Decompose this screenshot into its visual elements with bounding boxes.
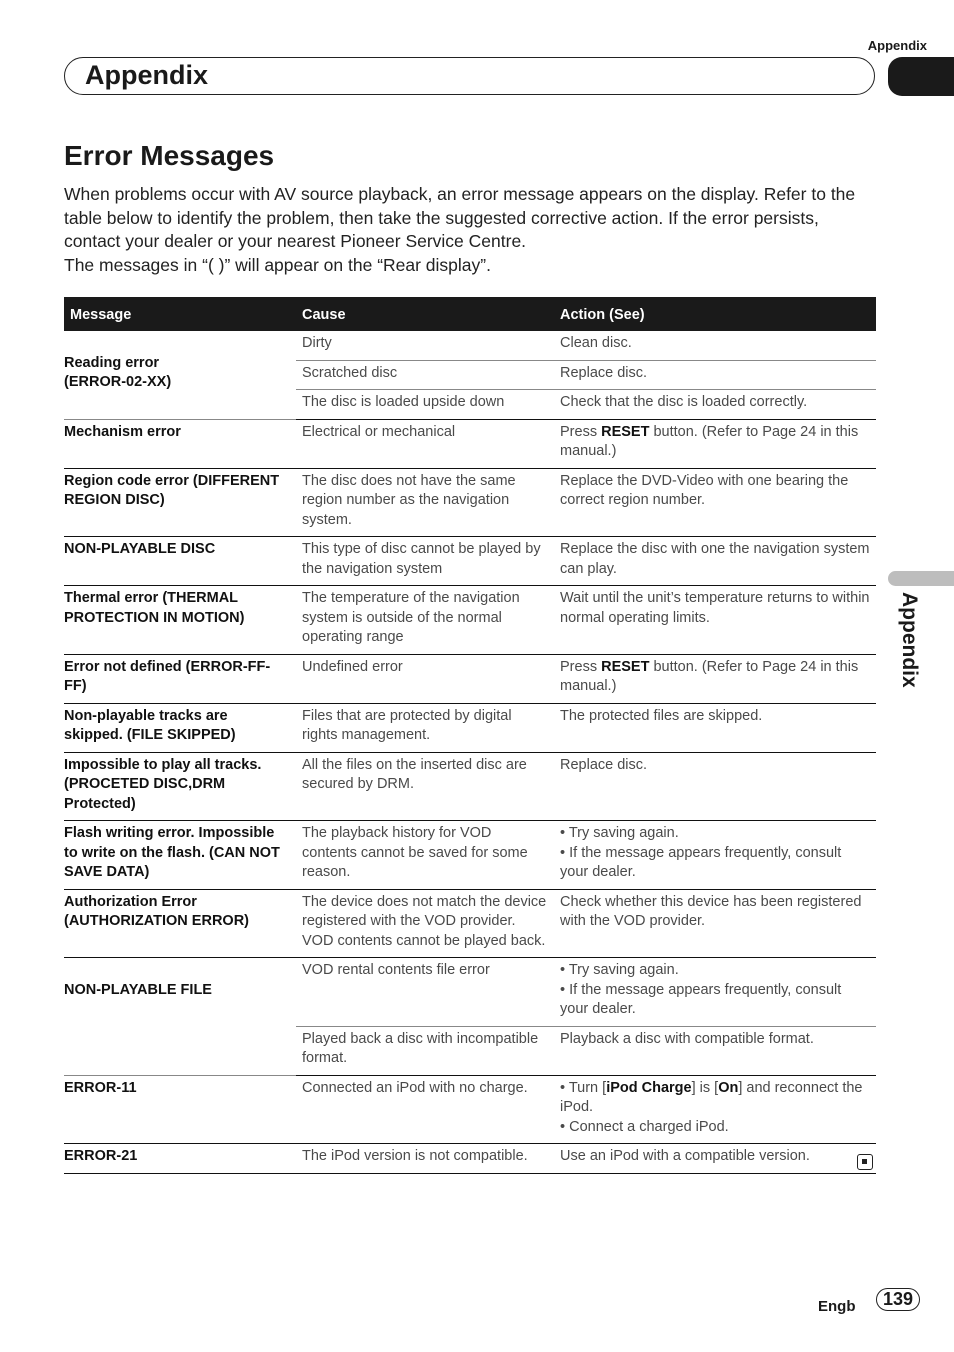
side-section-label: Appendix bbox=[898, 592, 921, 688]
cell-cause: VOD rental contents file error bbox=[296, 958, 554, 1027]
cell-message: Thermal error (THERMAL PROTECTION IN MOTION) bbox=[64, 586, 296, 655]
cell-message: Impossible to play all tracks. (PROCETED DISC,DRM Protected) bbox=[64, 752, 296, 821]
cell-message bbox=[64, 331, 296, 419]
table-row bbox=[64, 821, 876, 890]
table-row bbox=[64, 1075, 876, 1144]
message-text: Reading error (ERROR-02-XX) bbox=[64, 354, 172, 390]
cell-cause: The disc does not have the same region number as the navigation system. bbox=[296, 468, 554, 537]
error-messages-table bbox=[64, 297, 876, 1174]
intro-text bbox=[64, 183, 864, 277]
cell-action: Press RESET button. (Refer to Page 24 in this manual.) bbox=[554, 419, 876, 468]
column-header-cause: Cause bbox=[296, 297, 554, 331]
cell-cause: The temperature of the navigation system is outside of the normal operating range bbox=[296, 586, 554, 655]
table-row bbox=[64, 654, 876, 703]
cell-message: ERROR-11 bbox=[64, 1075, 296, 1144]
cell-message: Error not defined (ERROR-FF-FF) bbox=[64, 654, 296, 703]
table-row bbox=[64, 958, 876, 1027]
intro-paragraph: When problems occur with AV source playback, an error message appears on the display. Refer to the table below to identify the problem, then take the suggested corrective action. If the error persists, contact your dealer or your nearest Pioneer Service Centre. bbox=[64, 184, 856, 251]
cell-message: Flash writing error. Impossible to write on the flash. (CAN NOT SAVE DATA) bbox=[64, 821, 296, 890]
cell-cause: This type of disc cannot be played by the navigation system bbox=[296, 537, 554, 586]
side-tab-marker bbox=[888, 571, 954, 586]
cell-cause: Electrical or mechanical bbox=[296, 419, 554, 468]
table-row bbox=[64, 586, 876, 655]
cell-action: • Try saving again. • If the message appears frequently, consult your dealer. bbox=[554, 958, 876, 1027]
table-header-row bbox=[64, 297, 876, 331]
table-row bbox=[64, 703, 876, 752]
cell-action: Use an iPod with a compatible version. bbox=[554, 1144, 876, 1174]
table-row bbox=[64, 331, 876, 360]
cell-action: Playback a disc with compatible format. bbox=[554, 1026, 876, 1075]
cell-action: Press RESET button. (Refer to Page 24 in this manual.) bbox=[554, 654, 876, 703]
column-header-action: Action (See) bbox=[554, 297, 876, 331]
section-banner-title: Appendix bbox=[85, 60, 209, 90]
section-banner bbox=[64, 57, 875, 95]
cell-action: Replace disc. bbox=[554, 360, 876, 390]
table-row bbox=[64, 419, 876, 468]
cell-action: • Try saving again. • If the message appears frequently, consult your dealer. bbox=[554, 821, 876, 890]
running-header-label: Appendix bbox=[867, 38, 927, 53]
cell-cause: All the files on the inserted disc are secured by DRM. bbox=[296, 752, 554, 821]
cell-action: The protected files are skipped. bbox=[554, 703, 876, 752]
end-square-icon bbox=[857, 1154, 873, 1170]
footer-language: Engb bbox=[818, 1298, 856, 1315]
page-title: Error Messages bbox=[64, 140, 275, 171]
cell-message: Authorization Error (AUTHORIZATION ERROR) bbox=[64, 889, 296, 958]
cell-message: Mechanism error bbox=[64, 419, 296, 468]
cell-action: Check whether this device has been registered with the VOD provider. bbox=[554, 889, 876, 958]
cell-cause: Played back a disc with incompatible format. bbox=[296, 1026, 554, 1075]
intro-note: The messages in “( )” will appear on the “Rear display”. bbox=[64, 254, 491, 275]
cell-action: Clean disc. bbox=[554, 331, 876, 360]
cell-action: Replace disc. bbox=[554, 752, 876, 821]
cell-action: Wait until the unit’s temperature returns to within normal operating limits. bbox=[554, 586, 876, 655]
table-row bbox=[64, 468, 876, 537]
cell-action: Replace the disc with one the navigation system can play. bbox=[554, 537, 876, 586]
column-header-message: Message bbox=[64, 297, 296, 331]
cell-cause: The device does not match the device registered with the VOD provider. VOD contents cannot be played back. bbox=[296, 889, 554, 958]
section-tab bbox=[888, 57, 954, 96]
cell-cause: Scratched disc bbox=[296, 360, 554, 390]
cell-message: NON-PLAYABLE DISC bbox=[64, 537, 296, 586]
cell-cause: Dirty bbox=[296, 331, 554, 360]
cell-message: Region code error (DIFFERENT REGION DISC) bbox=[64, 468, 296, 537]
cell-cause: Undefined error bbox=[296, 654, 554, 703]
cell-cause: The disc is loaded upside down bbox=[296, 390, 554, 420]
cell-message bbox=[64, 958, 296, 1076]
message-text: NON-PLAYABLE FILE bbox=[64, 981, 212, 998]
cell-cause: The iPod version is not compatible. bbox=[296, 1144, 554, 1174]
cell-cause: Connected an iPod with no charge. bbox=[296, 1075, 554, 1144]
table-row bbox=[64, 537, 876, 586]
cell-cause: The playback history for VOD contents cannot be saved for some reason. bbox=[296, 821, 554, 890]
table-row bbox=[64, 889, 876, 958]
cell-action: Replace the DVD-Video with one bearing the correct region number. bbox=[554, 468, 876, 537]
cell-action: Check that the disc is loaded correctly. bbox=[554, 390, 876, 420]
cell-action: • Turn [iPod Charge] is [On] and reconnect the iPod. • Connect a charged iPod. bbox=[554, 1075, 876, 1144]
cell-message: Non-playable tracks are skipped. (FILE SKIPPED) bbox=[64, 703, 296, 752]
table-row bbox=[64, 1144, 876, 1174]
cell-cause: Files that are protected by digital rights management. bbox=[296, 703, 554, 752]
cell-message: ERROR-21 bbox=[64, 1144, 296, 1174]
table-row bbox=[64, 752, 876, 821]
page-number: 139 bbox=[876, 1288, 920, 1311]
